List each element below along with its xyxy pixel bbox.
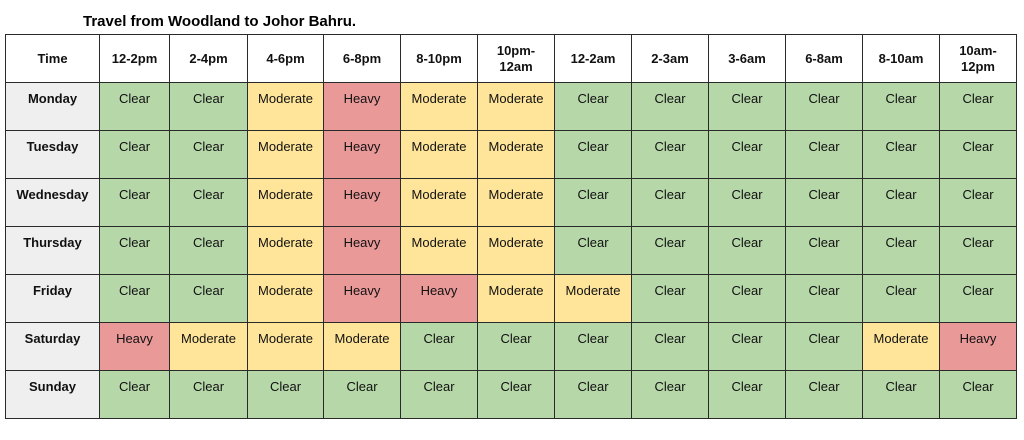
traffic-cell: Clear (170, 275, 248, 323)
traffic-cell: Moderate (401, 227, 478, 275)
traffic-cell: Moderate (478, 131, 555, 179)
row-header-day: Saturday (6, 323, 100, 371)
traffic-table (5, 34, 1017, 419)
traffic-cell: Moderate (401, 83, 478, 131)
traffic-cell: Clear (555, 83, 632, 131)
traffic-cell: Clear (709, 323, 786, 371)
column-header-time: Time (6, 35, 100, 83)
header-row (6, 35, 1017, 83)
traffic-cell: Clear (555, 371, 632, 419)
traffic-cell: Clear (786, 371, 863, 419)
traffic-cell: Clear (555, 179, 632, 227)
traffic-cell: Clear (863, 131, 940, 179)
traffic-cell: Clear (863, 275, 940, 323)
traffic-cell: Clear (248, 371, 324, 419)
traffic-cell: Moderate (478, 227, 555, 275)
traffic-cell: Clear (786, 323, 863, 371)
traffic-cell: Moderate (478, 179, 555, 227)
table-row (6, 275, 1017, 323)
traffic-cell: Moderate (478, 83, 555, 131)
traffic-cell: Moderate (863, 323, 940, 371)
traffic-cell: Clear (100, 131, 170, 179)
row-header-day: Tuesday (6, 131, 100, 179)
column-header: 12-2am (555, 35, 632, 83)
table-row (6, 323, 1017, 371)
traffic-cell: Clear (100, 179, 170, 227)
column-header: 2-3am (632, 35, 709, 83)
traffic-cell: Clear (555, 323, 632, 371)
traffic-cell: Clear (709, 83, 786, 131)
traffic-cell: Clear (709, 131, 786, 179)
traffic-cell: Clear (786, 227, 863, 275)
row-header-day: Monday (6, 83, 100, 131)
traffic-cell: Heavy (324, 131, 401, 179)
traffic-cell: Moderate (248, 83, 324, 131)
traffic-cell: Clear (863, 227, 940, 275)
traffic-cell: Clear (100, 83, 170, 131)
traffic-cell: Clear (786, 131, 863, 179)
traffic-cell: Moderate (401, 131, 478, 179)
traffic-cell: Clear (786, 83, 863, 131)
traffic-cell: Moderate (324, 323, 401, 371)
table-row (6, 83, 1017, 131)
traffic-cell: Heavy (940, 323, 1017, 371)
traffic-cell: Clear (940, 83, 1017, 131)
table-body (6, 83, 1017, 419)
traffic-cell: Clear (863, 179, 940, 227)
column-header: 4-6pm (248, 35, 324, 83)
traffic-cell: Clear (632, 179, 709, 227)
traffic-cell: Clear (324, 371, 401, 419)
traffic-cell: Clear (709, 179, 786, 227)
traffic-cell: Moderate (248, 323, 324, 371)
traffic-cell: Clear (786, 179, 863, 227)
traffic-cell: Heavy (324, 227, 401, 275)
traffic-cell: Clear (632, 131, 709, 179)
traffic-cell: Clear (632, 371, 709, 419)
traffic-cell: Clear (170, 227, 248, 275)
column-header: 8-10pm (401, 35, 478, 83)
traffic-cell: Clear (940, 179, 1017, 227)
table-title: Travel from Woodland to Johor Bahru. (83, 13, 357, 30)
traffic-cell: Clear (940, 275, 1017, 323)
traffic-cell: Clear (170, 131, 248, 179)
traffic-cell: Heavy (324, 83, 401, 131)
traffic-cell: Clear (709, 275, 786, 323)
traffic-cell: Moderate (248, 179, 324, 227)
traffic-cell: Clear (863, 83, 940, 131)
traffic-cell: Clear (170, 83, 248, 131)
traffic-cell: Clear (632, 83, 709, 131)
traffic-cell: Clear (170, 179, 248, 227)
traffic-cell: Moderate (248, 275, 324, 323)
traffic-cell: Clear (100, 371, 170, 419)
traffic-cell: Clear (632, 275, 709, 323)
traffic-cell: Moderate (248, 131, 324, 179)
traffic-cell: Clear (709, 371, 786, 419)
traffic-cell: Clear (940, 371, 1017, 419)
column-header: 12-2pm (100, 35, 170, 83)
traffic-cell: Clear (632, 227, 709, 275)
traffic-cell: Heavy (324, 275, 401, 323)
row-header-day: Sunday (6, 371, 100, 419)
row-header-day: Friday (6, 275, 100, 323)
traffic-cell: Moderate (248, 227, 324, 275)
traffic-cell: Clear (478, 323, 555, 371)
traffic-cell: Heavy (100, 323, 170, 371)
traffic-cell: Heavy (324, 179, 401, 227)
column-header: 2-4pm (170, 35, 248, 83)
traffic-cell: Clear (786, 275, 863, 323)
column-header: 10pm- 12am (478, 35, 555, 83)
traffic-cell: Clear (401, 371, 478, 419)
column-header: 3-6am (709, 35, 786, 83)
traffic-cell: Moderate (478, 275, 555, 323)
traffic-cell: Clear (401, 323, 478, 371)
column-header: 10am- 12pm (940, 35, 1017, 83)
column-header: 8-10am (863, 35, 940, 83)
traffic-cell: Clear (555, 227, 632, 275)
traffic-cell: Moderate (170, 323, 248, 371)
row-header-day: Thursday (6, 227, 100, 275)
traffic-cell: Clear (940, 227, 1017, 275)
table-row (6, 179, 1017, 227)
traffic-cell: Clear (478, 371, 555, 419)
column-header: 6-8am (786, 35, 863, 83)
traffic-cell: Moderate (401, 179, 478, 227)
traffic-cell: Heavy (401, 275, 478, 323)
column-header: 6-8pm (324, 35, 401, 83)
traffic-cell: Clear (100, 227, 170, 275)
traffic-cell: Moderate (555, 275, 632, 323)
traffic-cell: Clear (709, 227, 786, 275)
traffic-cell: Clear (555, 131, 632, 179)
table-row (6, 227, 1017, 275)
traffic-cell: Clear (170, 371, 248, 419)
traffic-cell: Clear (940, 131, 1017, 179)
table-row (6, 371, 1017, 419)
traffic-cell: Clear (863, 371, 940, 419)
table-row (6, 131, 1017, 179)
row-header-day: Wednesday (6, 179, 100, 227)
traffic-cell: Clear (632, 323, 709, 371)
traffic-cell: Clear (100, 275, 170, 323)
